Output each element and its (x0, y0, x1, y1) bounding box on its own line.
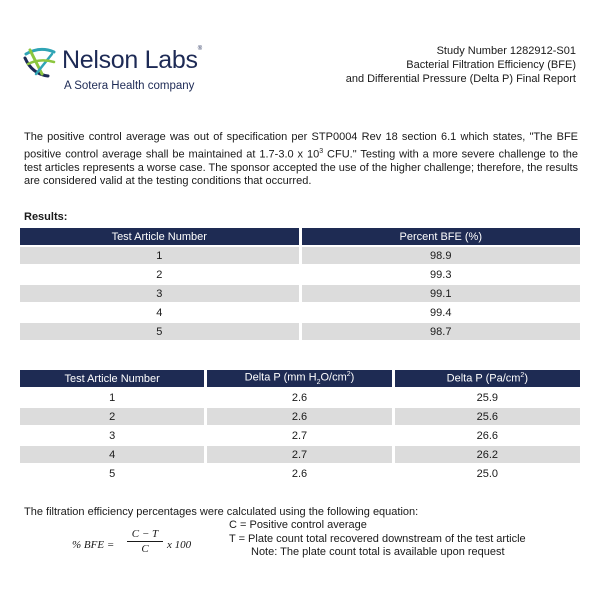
formula-lhs: % BFE = (72, 539, 115, 551)
bfe-results-table (17, 226, 583, 342)
table-cell: 26.2 (395, 446, 580, 463)
brand-tagline: A Sotera Health company (64, 80, 195, 92)
table-row (20, 446, 580, 463)
bfe-formula (72, 528, 202, 564)
report-header (256, 44, 576, 86)
table-cell: 3 (20, 427, 204, 444)
column-header: Percent BFE (%) (302, 228, 581, 245)
results-heading: Results: (24, 211, 68, 223)
table-cell: 99.1 (302, 285, 581, 302)
legend-item: C = Positive control average (229, 519, 367, 531)
table-row (20, 427, 580, 444)
table-cell: 1 (20, 247, 299, 264)
table-cell: 2 (20, 266, 299, 283)
formula-rhs: x 100 (167, 539, 192, 551)
column-header: Delta P $(Pa/cm^2)$ (395, 370, 580, 387)
table-row (20, 304, 580, 321)
nelson-labs-logo (22, 40, 222, 96)
legend-note: Note: The plate count total is available upon request (251, 546, 505, 558)
formula-numerator: C − T (131, 528, 159, 540)
formula-fraction (127, 528, 163, 555)
table-row (20, 408, 580, 425)
table-row (20, 389, 580, 406)
table-cell: 26.6 (395, 427, 580, 444)
table-cell: 5 (20, 323, 299, 340)
table-cell: 99.3 (302, 266, 581, 283)
table-row (20, 266, 580, 283)
table-cell: 2.6 (207, 465, 391, 482)
table-row (20, 465, 580, 482)
column-header: Test Article Number (20, 370, 204, 387)
report-title-line1: Bacterial Filtration Efficiency (BFE) (406, 59, 576, 71)
table-cell: 2.6 (207, 389, 391, 406)
table-cell: 2 (20, 408, 204, 425)
column-header: Delta P (mm $H_2O/cm^2$) (207, 370, 391, 387)
table-cell: 2.7 (207, 446, 391, 463)
study-number: Study Number 1282912-S01 (436, 45, 576, 57)
column-header: Test Article Number (20, 228, 299, 245)
equation-legend (229, 519, 526, 560)
table-cell: 98.9 (302, 247, 581, 264)
formula-denominator: C (141, 543, 149, 555)
globe-logo-icon (22, 44, 58, 80)
table-cell: 5 (20, 465, 204, 482)
table-row (20, 285, 580, 302)
table-cell: 98.7 (302, 323, 581, 340)
legend-item: T = Plate count total recovered downstream of the test article (229, 532, 526, 545)
table-cell: 4 (20, 446, 204, 463)
delta-p-table (17, 368, 583, 484)
table-cell: 25.6 (395, 408, 580, 425)
table-cell: 2.6 (207, 408, 391, 425)
table-row (20, 323, 580, 340)
table-cell: 1 (20, 389, 204, 406)
equation-intro: The filtration efficiency percentages were calculated using the following equation: (24, 506, 419, 518)
table-cell: 25.0 (395, 465, 580, 482)
table-cell: 3 (20, 285, 299, 302)
intro-paragraph: The positive control average was out of specification per STP0004 Rev 18 section 6.1 which states, "The BFE positive control average shall be maintained at 1.7-3.0 x $10^3$ CFU." Testing with a more severe challenge to the test articles represents a worse case. The sponsor accepted the use of the higher challenge; therefore, the results are considered valid at the testing conditions that occurred. (24, 131, 578, 188)
report-title-line2: and Differential Pressure (Delta P) Final Report (345, 73, 576, 85)
table-cell: 2.7 (207, 427, 391, 444)
table-row (20, 247, 580, 264)
brand-name: Nelson Labs® (62, 46, 202, 74)
table-cell: 25.9 (395, 389, 580, 406)
table-cell: 99.4 (302, 304, 581, 321)
table-cell: 4 (20, 304, 299, 321)
